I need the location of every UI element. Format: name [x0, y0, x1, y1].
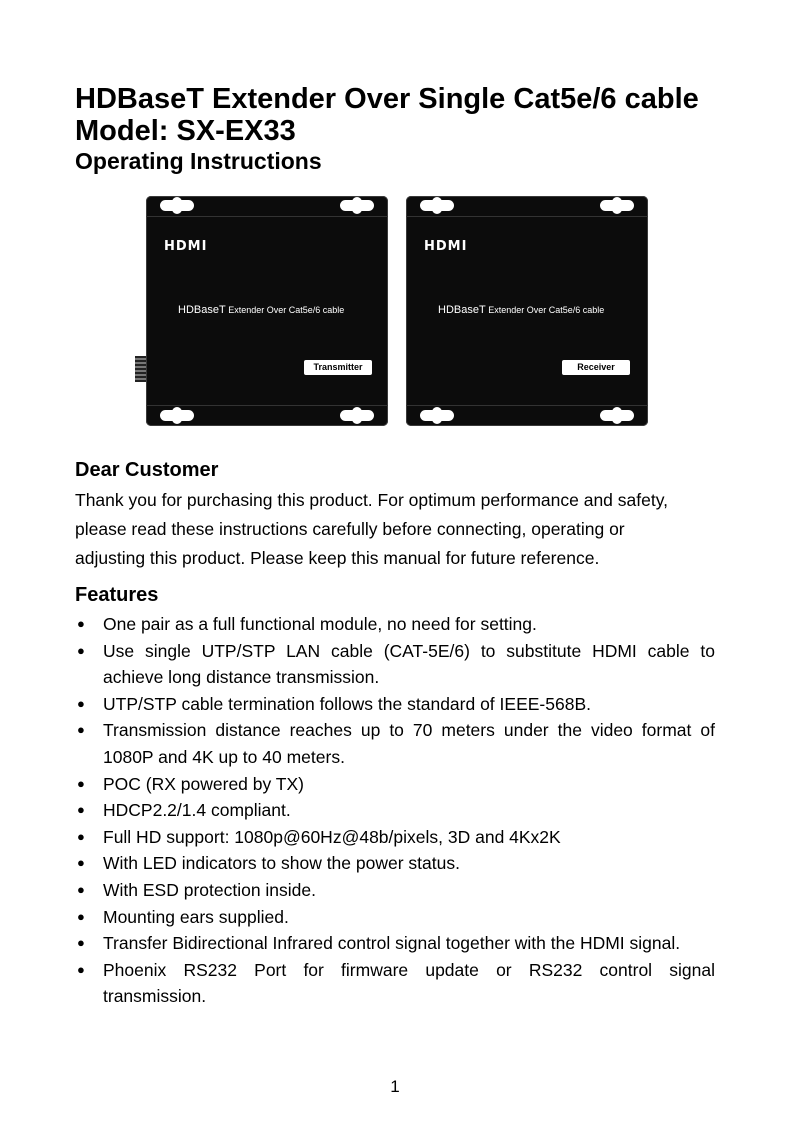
document-title: HDBaseT Extender Over Single Cat5e/6 cable — [75, 83, 699, 115]
bullet-icon: ● — [77, 908, 85, 924]
dear-customer-heading: Dear Customer — [75, 459, 219, 481]
mounting-ear-top — [406, 196, 648, 217]
hdmi-logo: HDMI — [164, 239, 208, 254]
model-number: Model: SX-EX33 — [75, 115, 296, 147]
list-item: ● Full HD support: 1080p@60Hz@48b/pixels, 3D and 4Kx2K — [75, 824, 715, 851]
hdbaset-brand: HDBaseT — [438, 304, 486, 316]
device-tagline: Extender Over Cat5e/6 cable — [228, 305, 345, 315]
bullet-icon: ● — [77, 855, 85, 871]
receiver-label: Receiver — [562, 360, 630, 375]
list-item: ● One pair as a full functional module, no need for setting. — [75, 611, 715, 638]
bullet-icon: ● — [77, 775, 85, 791]
mounting-slot-icon — [600, 200, 634, 211]
hdbaset-brand: HDBaseT — [178, 304, 226, 316]
bullet-icon: ● — [77, 802, 85, 818]
device-tagline: Extender Over Cat5e/6 cable — [488, 305, 605, 315]
paragraph-line: please read these instructions carefully before connecting, operating or — [75, 519, 625, 539]
mounting-slot-icon — [420, 200, 454, 211]
mounting-ear-top — [146, 196, 388, 217]
bullet-icon: ● — [77, 961, 85, 977]
features-heading: Features — [75, 584, 159, 606]
paragraph-line: adjusting this product. Please keep this manual for future reference. — [75, 548, 600, 568]
features-list — [75, 611, 715, 1010]
mounting-slot-icon — [420, 410, 454, 421]
list-item: ● Use single UTP/STP LAN cable (CAT-5E/6) to substitute HDMI cable to achieve long distance transmission. — [75, 638, 715, 691]
list-item: ● HDCP2.2/1.4 compliant. — [75, 797, 715, 824]
mounting-ear-bottom — [406, 405, 648, 426]
document-subtitle: Operating Instructions — [75, 148, 322, 174]
list-item: ● UTP/STP cable termination follows the standard of IEEE-568B. — [75, 691, 715, 718]
list-item: ● Transmission distance reaches up to 70 meters under the video format of 1080P and 4K up to 40 meters. — [75, 717, 715, 770]
bullet-icon: ● — [77, 616, 85, 631]
transmitter-unit — [146, 196, 388, 426]
bullet-icon: ● — [77, 935, 85, 951]
page-number: 1 — [390, 1077, 400, 1096]
mounting-ear-bottom — [146, 405, 388, 426]
mounting-slot-icon — [340, 410, 374, 421]
mounting-slot-icon — [160, 410, 194, 421]
port-marking — [388, 266, 404, 276]
mounting-slot-icon — [160, 200, 194, 211]
dear-customer-paragraph — [75, 486, 715, 573]
list-item: ● Mounting ears supplied. — [75, 904, 715, 931]
device-caption — [178, 304, 344, 316]
list-item: ● With LED indicators to show the power status. — [75, 850, 715, 877]
bullet-icon: ● — [77, 695, 85, 711]
hdmi-logo: HDMI — [424, 239, 468, 254]
mounting-slot-icon — [600, 410, 634, 421]
bullet-icon: ● — [77, 642, 85, 658]
receiver-unit — [406, 196, 648, 426]
bullet-icon: ● — [77, 881, 85, 897]
mounting-slot-icon — [340, 200, 374, 211]
list-item: ● POC (RX powered by TX) — [75, 771, 715, 798]
device-caption — [438, 304, 604, 316]
side-connector — [135, 356, 146, 382]
paragraph-line: Thank you for purchasing this product. For optimum performance and safety, — [75, 490, 669, 510]
list-item: ● Phoenix RS232 Port for firmware update or RS232 control signal transmission. — [75, 957, 715, 1010]
transmitter-label: Transmitter — [304, 360, 372, 375]
bullet-icon: ● — [77, 722, 85, 738]
list-item: ● Transfer Bidirectional Infrared control signal together with the HDMI signal. — [75, 930, 715, 957]
list-item: ● With ESD protection inside. — [75, 877, 715, 904]
bullet-icon: ● — [77, 828, 85, 844]
